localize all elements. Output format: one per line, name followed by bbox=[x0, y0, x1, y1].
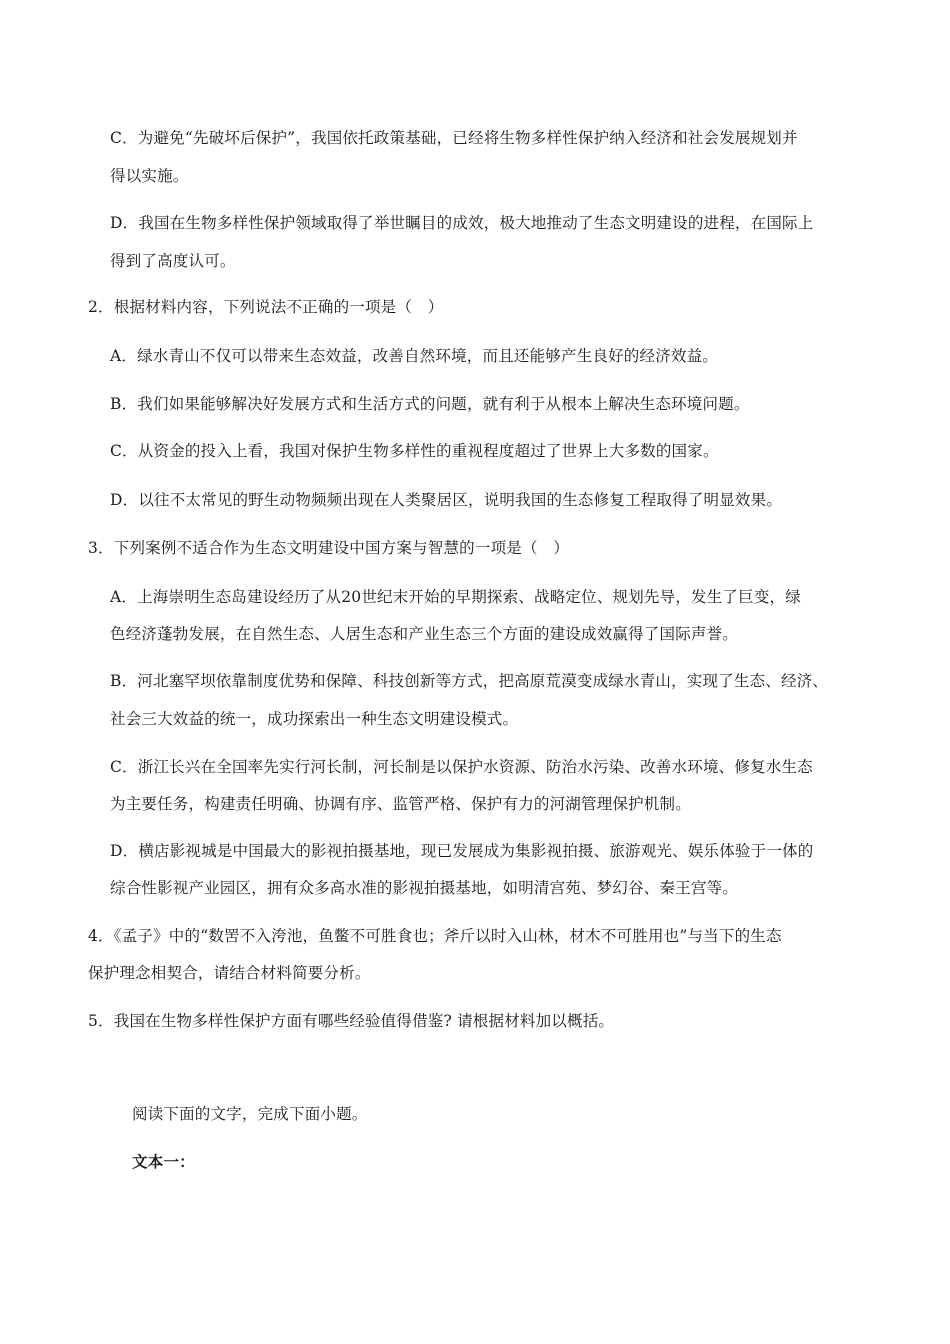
reading-instruction: 阅读下面的文字，完成下面小题。 bbox=[132, 1105, 368, 1123]
q3-option-c-line2: 为主要任务，构建责任明确、协调有序、监管严格、保护有力的河湖管理保护机制。 bbox=[110, 795, 691, 813]
q4-line2: 保护理念相契合，请结合材料简要分析。 bbox=[88, 964, 371, 982]
q1-option-d-line1: D．我国在生物多样性保护领域取得了举世瞩目的成效，极大地推动了生态文明建设的进程，在国际上 bbox=[110, 214, 814, 232]
q2-option-b: B．我们如果能够解决好发展方式和生活方式的问题，就有利于从根本上解决生态环境问题。 bbox=[110, 395, 750, 413]
q3-option-a-line2: 色经济蓬勃发展，在自然生态、人居生态和产业生态三个方面的建设成效赢得了国际声誉。 bbox=[110, 625, 739, 643]
q1-option-c-line2: 得以实施。 bbox=[110, 167, 189, 185]
q4-line1: 4．《孟子》中的“数罟不入洿池，鱼鳖不可胜食也；斧斤以时入山林，材木不可胜用也”与当下的生态 bbox=[88, 927, 782, 945]
q2-stem: 2．根据材料内容，下列说法不正确的一项是（ ） bbox=[88, 298, 444, 316]
q3-stem: 3．下列案例不适合作为生态文明建设中国方案与智慧的一项是（ ） bbox=[88, 539, 570, 557]
q3-option-b-line2: 社会三大效益的统一，成功探索出一种生态文明建设模式。 bbox=[110, 710, 519, 728]
q2-option-a: A．绿水青山不仅可以带来生态效益，改善自然环境，而且还能够产生良好的经济效益。 bbox=[110, 347, 718, 365]
q3-option-c-line1: C．浙江长兴在全国率先实行河长制，河长制是以保护水资源、防治水污染、改善水环境、修复水生态 bbox=[110, 758, 813, 776]
text-one-label: 文本一： bbox=[132, 1152, 195, 1171]
q1-option-d-line2: 得到了高度认可。 bbox=[110, 252, 236, 270]
q2-option-d: D．以往不太常见的野生动物频频出现在人类聚居区，说明我国的生态修复工程取得了明显效果。 bbox=[110, 491, 783, 509]
q3-option-a-line1: A．上海崇明生态岛建设经历了从20世纪末开始的早期探索、战略定位、规划先导，发生了巨变，绿 bbox=[110, 588, 801, 606]
q1-option-c-line1: C．为避免“先破坏后保护”，我国依托政策基础，已经将生物多样性保护纳入经济和社会发展规划并 bbox=[110, 129, 798, 147]
q2-option-c: C．从资金的投入上看，我国对保护生物多样性的重视程度超过了世界上大多数的国家。 bbox=[110, 442, 719, 460]
q3-option-b-line1: B．河北塞罕坝依靠制度优势和保障、科技创新等方式，把高原荒漠变成绿水青山，实现了生态、经济、 bbox=[110, 672, 829, 690]
q3-option-d-line2: 综合性影视产业园区，拥有众多高水准的影视拍摄基地，如明清宫苑、梦幻谷、秦王宫等。 bbox=[110, 879, 739, 897]
q3-option-d-line1: D．横店影视城是中国最大的影视拍摄基地，现已发展成为集影视拍摄、旅游观光、娱乐体验于一体的 bbox=[110, 842, 814, 860]
q5-line1: 5．我国在生物多样性保护方面有哪些经验值得借鉴? 请根据材料加以概括。 bbox=[88, 1012, 615, 1030]
